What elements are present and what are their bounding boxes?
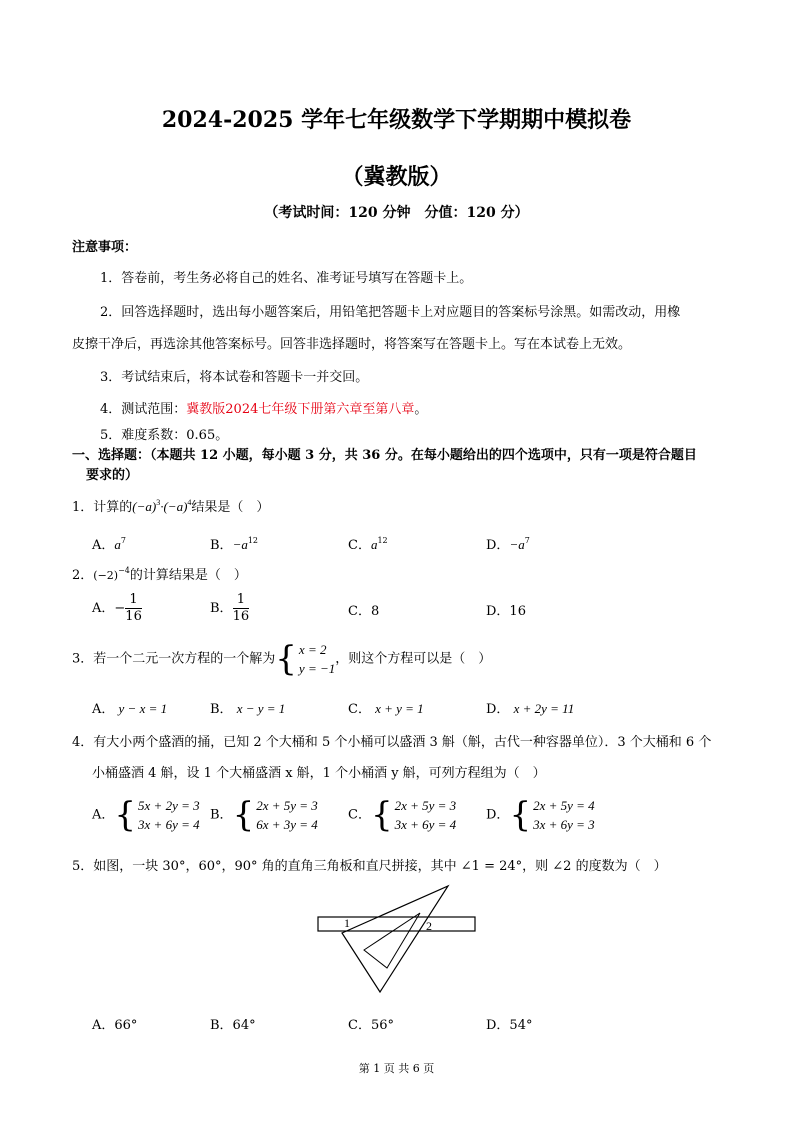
option-exp: 12 — [247, 536, 259, 545]
set-square-inner — [364, 913, 420, 968]
option-label: B． — [210, 807, 233, 823]
option-exp: 12 — [377, 536, 388, 545]
q3-prefix: 3．若一个二元一次方程的一个解为 — [72, 651, 276, 667]
brace-icon: { — [114, 795, 137, 835]
equation-system — [509, 796, 594, 834]
q1-prefix: 1．计算的 — [72, 500, 133, 515]
option-label: C． — [348, 702, 371, 717]
option-expr: y − x = 1 — [118, 701, 168, 716]
option-label: B． — [210, 538, 233, 553]
q1-option-b[interactable] — [210, 534, 258, 553]
q4-option-c[interactable] — [348, 796, 456, 834]
ruler-triangle-figure — [310, 880, 485, 1000]
page-number: 第 1 页 共 6 页 — [358, 1062, 435, 1075]
angle-2-label: 2 — [426, 919, 432, 933]
system-row: x = 2 — [298, 642, 327, 657]
notice-item-2: 2．回答选择题时，选出每小题答案后，用铅笔把答题卡上对应题目的答案标号涂黑。如需改动，用橡 — [100, 305, 681, 320]
option-expr: x + 2y = 11 — [513, 701, 575, 716]
notice-item-4 — [100, 398, 427, 417]
option-expr: x − y = 1 — [236, 701, 286, 716]
system-row: 5x + 2y = 3 — [138, 798, 200, 813]
option-label: D． — [486, 702, 510, 717]
numerator: 1 — [125, 592, 142, 609]
q1-option-d[interactable] — [486, 534, 530, 553]
notice-item-1: 1．答卷前，考生务必将自己的姓名、准考证号填写在答题卡上。 — [100, 271, 473, 286]
option-base: a — [114, 537, 121, 552]
page-title: 2024-2025 学年七年级数学下学期期中模拟卷 — [161, 107, 632, 133]
q3-suffix: ，则这个方程可以是（ ） — [335, 651, 492, 667]
q2-exp: −4 — [118, 566, 130, 575]
brace-icon: { — [232, 795, 255, 835]
system-row: 3x + 6y = 3 — [533, 817, 595, 832]
q2-base: (−2) — [93, 569, 119, 582]
notice-heading: 注意事项： — [72, 240, 138, 255]
q2-option-b[interactable] — [210, 592, 249, 625]
fraction — [233, 592, 250, 625]
q5-option-d[interactable]: D．54° — [486, 1018, 533, 1033]
question-1 — [72, 496, 269, 515]
q3-option-a[interactable] — [92, 698, 167, 717]
system-row: y = −1 — [298, 661, 336, 676]
notice-item-3: 3．考试结束后，将本试卷和答题卡一并交回。 — [100, 370, 369, 385]
q2-option-a[interactable] — [92, 592, 142, 625]
q4-option-d[interactable] — [486, 796, 595, 834]
option-exp: 7 — [120, 536, 126, 545]
option-sign: − — [114, 601, 126, 616]
equation-system — [114, 796, 199, 834]
option-expr: x + y = 1 — [375, 701, 424, 716]
option-label: C． — [348, 807, 371, 823]
question-5: 5．如图，一块 30°，60°，90° 角的直角三角板和直尺拼接，其中 ∠1 = 24°，则 ∠2 的度数为（ ） — [72, 859, 667, 874]
section-heading-cont: 要求的） — [86, 468, 139, 483]
notice-item-4-suffix: 。 — [414, 402, 428, 417]
brace-icon: { — [275, 639, 297, 679]
option-label: B． — [210, 601, 233, 616]
q1-exp1: 3 — [156, 498, 161, 507]
system-row: 3x + 6y = 4 — [138, 817, 200, 832]
test-scope: 冀教版2024七年级下册第六章至第八章 — [186, 402, 415, 417]
q2-suffix: 的计算结果是（ ） — [129, 568, 247, 583]
q1-option-c[interactable] — [348, 534, 388, 553]
question-4-line-1: 4．有大小两个盛酒的捅，已知 2 个大桶和 5 个小桶可以盛酒 3 斛（斛，古代一种容器单位）．3 个大桶和 6 个 — [72, 735, 712, 750]
system-row: 6x + 3y = 4 — [256, 817, 318, 832]
option-label: C． — [348, 538, 371, 553]
option-label: A． — [92, 601, 115, 616]
q2-option-d[interactable]: D．16 — [486, 604, 526, 619]
option-base: a — [370, 537, 378, 552]
q4-option-a[interactable] — [92, 796, 200, 834]
numerator: 1 — [233, 592, 250, 609]
equation-system — [233, 796, 318, 834]
fraction — [125, 592, 142, 625]
angle-1-label: 1 — [344, 916, 350, 930]
brace-icon: { — [509, 795, 532, 835]
question-4-line-2: 小桶盛酒 4 斛，设 1 个大桶盛酒 x 斛，1 个小桶酒 y 斛，可列方程组为（ ） — [92, 766, 546, 781]
option-label: A． — [92, 807, 115, 823]
q5-option-b[interactable]: B．64° — [210, 1018, 256, 1033]
question-3 — [72, 640, 491, 678]
option-exp: 7 — [524, 536, 530, 545]
equation-system — [371, 796, 456, 834]
set-square-outer — [342, 886, 448, 992]
denominator: 16 — [232, 609, 250, 624]
q3-option-b[interactable] — [210, 698, 285, 717]
option-label: D． — [486, 538, 510, 553]
q5-option-a[interactable]: A．66° — [92, 1018, 138, 1033]
question-2 — [72, 564, 247, 583]
system-row: 2x + 5y = 4 — [533, 798, 595, 813]
option-label: D． — [486, 807, 510, 823]
exam-info: （考试时间：120 分钟 分值：120 分） — [264, 205, 529, 221]
edition-subtitle: （冀教版） — [341, 164, 452, 190]
option-label: A． — [92, 702, 115, 717]
option-base: −a — [509, 537, 525, 552]
notice-item-5: 5．难度系数：0.65。 — [100, 428, 229, 443]
q3-option-c[interactable] — [348, 698, 424, 717]
q1-option-a[interactable] — [92, 534, 126, 553]
q1-suffix: 结果是（ ） — [191, 500, 270, 515]
system-row: 3x + 6y = 4 — [394, 817, 457, 832]
section-heading: 一、选择题：（本题共 12 小题，每小题 3 分，共 36 分。在每小题给出的四个选项中，只有一项是符合题目 — [72, 448, 697, 463]
q3-solution-system — [275, 640, 335, 678]
option-label: B． — [210, 702, 233, 717]
q5-option-c[interactable]: C．56° — [348, 1018, 394, 1033]
q2-prefix: 2． — [72, 568, 94, 583]
q4-option-b[interactable] — [210, 796, 318, 834]
option-base: −a — [232, 537, 248, 552]
q1-exp2: 4 — [187, 498, 192, 507]
system-row: 2x + 5y = 3 — [256, 798, 318, 813]
brace-icon: { — [370, 795, 393, 835]
notice-item-2-cont: 皮擦干净后，再选涂其他答案标号。回答非选择题时，将答案写在答题卡上。写在本试卷上无效。 — [72, 337, 632, 352]
q3-option-d[interactable] — [486, 698, 574, 717]
q2-option-c[interactable]: C．8 — [348, 604, 380, 619]
q1-expr: $(-a)^3\cdot(-a)^4$ — [132, 498, 192, 514]
option-label: A． — [92, 538, 115, 553]
notice-item-4-prefix: 4．测试范围： — [100, 402, 187, 417]
denominator: 16 — [125, 609, 142, 624]
system-row: 2x + 5y = 3 — [394, 798, 457, 813]
